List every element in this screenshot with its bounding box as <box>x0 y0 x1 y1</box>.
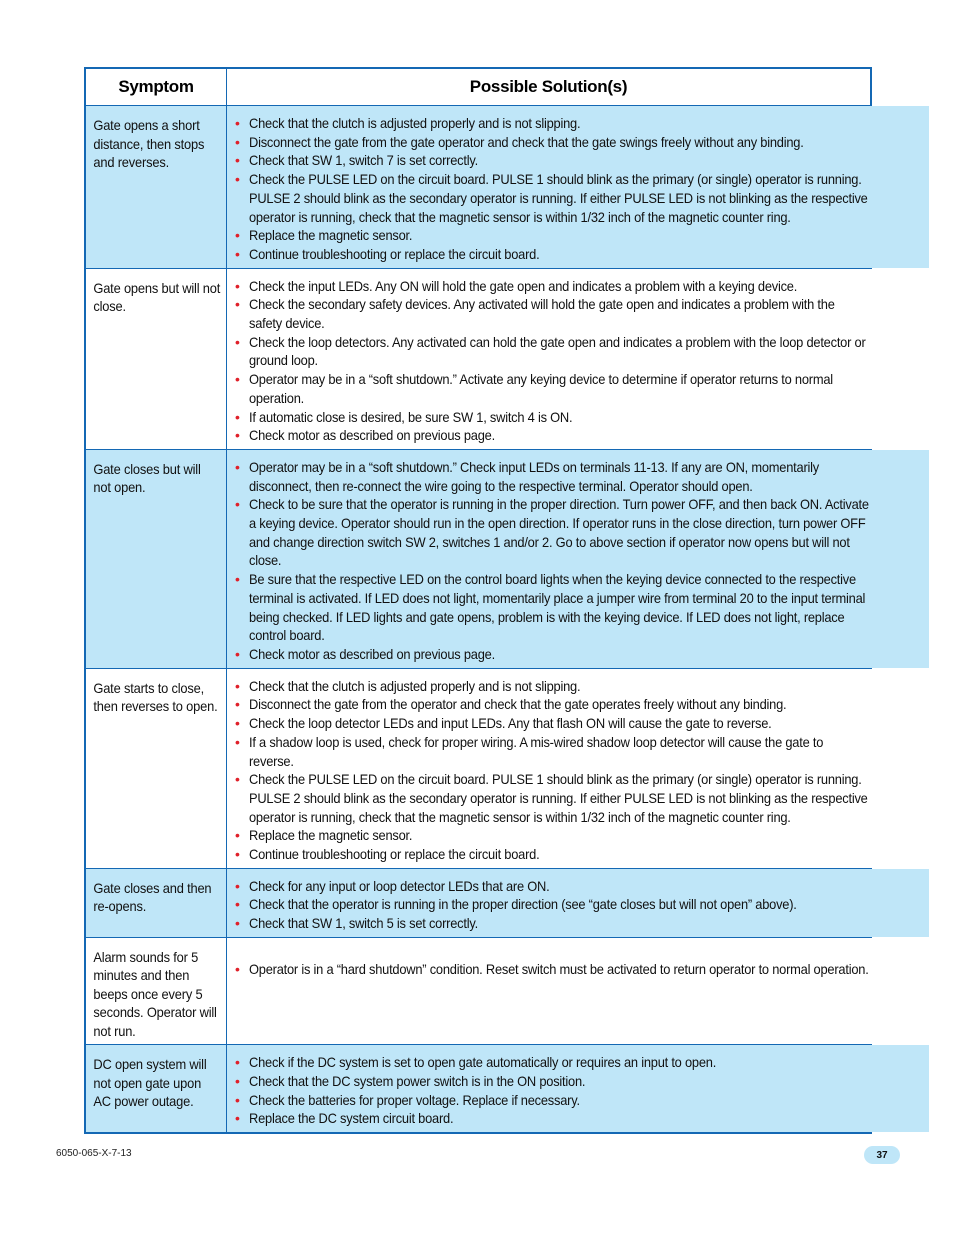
solution-text: Replace the magnetic sensor. <box>249 827 413 844</box>
solution-item <box>235 770 925 826</box>
solution-text: Check the input LEDs. Any ON will hold the gate open and indicates a problem with a keying device. <box>249 277 798 294</box>
document-code: 6050-065-X-7-13 <box>56 1148 132 1159</box>
solution-text: Check that the DC system power switch is in the ON position. <box>249 1073 586 1090</box>
solution-cell <box>227 269 929 449</box>
solution-list <box>227 1045 929 1132</box>
solution-item <box>235 1109 925 1128</box>
solution-list <box>227 269 929 449</box>
bullet-icon: • <box>235 677 240 694</box>
solution-text: Continue troubleshooting or replace the circuit board. <box>249 245 540 262</box>
solution-cell <box>227 669 929 868</box>
symptom-text: Gate closes but will not open. <box>93 460 201 496</box>
solution-cell <box>227 938 929 1045</box>
solution-text: Continue troubleshooting or replace the circuit board. <box>249 846 540 863</box>
solution-text: Disconnect the gate from the gate operator and check that the gate swings freely without any binding. <box>249 133 804 150</box>
solution-item <box>235 426 925 445</box>
bullet-icon: • <box>235 333 240 350</box>
bullet-icon: • <box>235 846 240 863</box>
solution-list <box>227 869 929 937</box>
solution-text: Operator may be in a “soft shutdown.” Check input LEDs on terminals 11-13. If any are ON, momentarily disconnect, then re-connect the wire going to the respective terminal. Operator should open. <box>249 458 819 494</box>
bullet-icon: • <box>235 296 240 313</box>
symptom-cell <box>86 450 227 668</box>
solution-item <box>235 877 925 896</box>
solution-text: Check that the clutch is adjusted properly and is not slipping. <box>249 115 581 131</box>
table-row <box>86 106 870 268</box>
symptom-text: Alarm sounds for 5 minutes and then beeps once every 5 seconds. Operator will not run. <box>93 948 217 1039</box>
solution-text: Operator is in a “hard shutdown” condition. Reset switch must be activated to return operator to normal operation. <box>249 960 869 977</box>
solution-list <box>227 450 929 668</box>
solution-item <box>235 277 925 296</box>
solution-item <box>235 960 925 979</box>
solution-item <box>235 333 925 370</box>
bullet-icon: • <box>235 458 240 475</box>
bullet-icon: • <box>235 152 240 169</box>
table-row <box>86 449 870 668</box>
solution-text: Check for any input or loop detector LEDs that are ON. <box>249 877 550 894</box>
solution-text: Check to be sure that the operator is running in the proper direction. Turn power OFF, and then back ON. Activate a keying device. Operator should run in the open direction. If operator runs in the close direction, turn power OFF and change direction switch SW 2, switches 1 and/or 2. Go to above section if operator now opens but will not close. <box>249 496 869 569</box>
solution-item <box>235 495 925 570</box>
solution-item <box>235 295 925 332</box>
solution-item <box>235 408 925 427</box>
bullet-icon: • <box>235 1091 240 1108</box>
table-row <box>86 868 870 937</box>
solution-cell <box>227 450 929 668</box>
solution-text: Replace the DC system circuit board. <box>249 1110 454 1127</box>
solution-text: Check motor as described on previous page. <box>249 645 495 662</box>
solution-text: If automatic close is desired, be sure SW 1, switch 4 is ON. <box>249 408 573 425</box>
bullet-icon: • <box>235 771 240 788</box>
symptom-text: Gate opens a short distance, then stops and reverses. <box>93 117 205 170</box>
table-row <box>86 1044 870 1132</box>
bullet-icon: • <box>235 733 240 750</box>
solution-text: Check the loop detectors. Any activated can hold the gate open and indicates a problem with the loop detector or ground loop. <box>249 333 866 369</box>
solution-item <box>235 1053 925 1072</box>
bullet-icon: • <box>235 427 240 444</box>
solution-item <box>235 895 925 914</box>
bullet-icon: • <box>235 245 240 262</box>
bullet-icon: • <box>235 133 240 150</box>
solution-item <box>235 226 925 245</box>
solution-item <box>235 133 925 152</box>
solution-text: Be sure that the respective LED on the control board lights when the keying device connected to the respective terminal is activated. If LED does not light, momentarily place a jumper wire from terminal 20 to the input terminal being checked. If LED lights and gate opens, problem is with the keying device. If LED does not light, replace control board. <box>249 571 866 644</box>
solution-text: Check the batteries for proper voltage. Replace if necessary. <box>249 1091 580 1108</box>
solution-cell <box>227 869 929 937</box>
solution-item <box>235 370 925 407</box>
header-symptom: Symptom <box>86 69 227 105</box>
solution-text: Check that SW 1, switch 5 is set correctly. <box>249 915 478 932</box>
symptom-text: Gate opens but will not close. <box>93 279 221 315</box>
bullet-icon: • <box>235 915 240 932</box>
symptom-text: DC open system will not open gate upon AC power outage. <box>93 1056 207 1110</box>
solution-item <box>235 170 925 226</box>
table-row <box>86 937 870 1045</box>
table-row <box>86 668 870 868</box>
solution-item <box>235 677 925 696</box>
bullet-icon: • <box>235 1054 240 1071</box>
bullet-icon: • <box>235 827 240 844</box>
solution-text: Check that the clutch is adjusted properly and is not slipping. <box>249 677 581 694</box>
symptom-cell <box>86 1045 227 1132</box>
bullet-icon: • <box>235 1110 240 1127</box>
bullet-icon: • <box>235 715 240 732</box>
solution-item <box>235 714 925 733</box>
bullet-icon: • <box>235 227 240 244</box>
bullet-icon: • <box>235 571 240 588</box>
solution-text: Check that the operator is running in the proper direction (see “gate closes but will not open” above). <box>249 896 797 913</box>
bullet-icon: • <box>235 896 240 913</box>
solution-item <box>235 733 925 770</box>
bullet-icon: • <box>235 171 240 188</box>
solution-item <box>235 645 925 664</box>
table-header <box>86 69 870 106</box>
solution-list <box>227 938 929 983</box>
solution-text: Check motor as described on previous page. <box>249 427 495 444</box>
bullet-icon: • <box>235 696 240 713</box>
solution-cell <box>227 106 929 268</box>
solution-item <box>235 826 925 845</box>
symptom-cell <box>86 938 227 1045</box>
troubleshooting-table <box>84 67 872 1134</box>
table-row <box>86 268 870 449</box>
solution-text: Check that SW 1, switch 7 is set correctly. <box>249 152 478 169</box>
symptom-cell <box>86 869 227 937</box>
solution-text: Check the secondary safety devices. Any activated will hold the gate open and indicates a problem with the safety device. <box>249 296 835 332</box>
solution-list <box>227 106 929 268</box>
header-solutions: Possible Solution(s) <box>227 69 870 105</box>
solution-list <box>227 669 929 868</box>
solution-text: Check the loop detector LEDs and input LEDs. Any that flash ON will cause the gate to reverse. <box>249 715 772 732</box>
solution-item <box>235 1072 925 1091</box>
solution-item <box>235 458 925 495</box>
bullet-icon: • <box>235 408 240 425</box>
solution-item <box>235 570 925 645</box>
solution-text: Operator may be in a “soft shutdown.” Activate any keying device to determine if operator returns to normal operation. <box>249 371 833 406</box>
solution-text: Replace the magnetic sensor. <box>249 227 413 244</box>
bullet-icon: • <box>235 115 240 131</box>
solution-item <box>235 695 925 714</box>
solution-item <box>235 1091 925 1110</box>
solution-item <box>235 245 925 264</box>
solution-text: Check the PULSE LED on the circuit board. PULSE 1 should blink as the primary (or single) operator is running. PULSE 2 should blink as the secondary operator is running. If either PULSE LED is not blinking as the respective operator is running, check that the magnetic sensor is within 1/32 inch of the magnetic counter ring. <box>249 771 868 825</box>
bullet-icon: • <box>235 277 240 294</box>
solution-item <box>235 845 925 864</box>
bullet-icon: • <box>235 496 240 513</box>
solution-item <box>235 914 925 933</box>
page-number-badge: 37 <box>864 1146 900 1164</box>
solution-cell <box>227 1045 929 1132</box>
symptom-cell <box>86 106 227 268</box>
solution-text: If a shadow loop is used, check for proper wiring. A mis-wired shadow loop detector will cause the gate to reverse. <box>249 733 824 769</box>
solution-text: Disconnect the gate from the operator and check that the gate operates freely without any binding. <box>249 696 787 713</box>
bullet-icon: • <box>235 645 240 662</box>
symptom-cell <box>86 269 227 449</box>
solution-text: Check if the DC system is set to open gate automatically or requires an input to open. <box>249 1054 717 1071</box>
bullet-icon: • <box>235 371 240 388</box>
solution-item <box>235 151 925 170</box>
solution-item <box>235 114 925 133</box>
symptom-cell <box>86 669 227 868</box>
symptom-text: Gate closes and then re-opens. <box>93 879 212 915</box>
bullet-icon: • <box>235 1073 240 1090</box>
solution-text: Check the PULSE LED on the circuit board. PULSE 1 should blink as the primary (or single) operator is running. PULSE 2 should blink as the secondary operator is running. If either PULSE LED is not blinking as the respective operator is running, check that the magnetic sensor is within 1/32 inch of the magnetic counter ring. <box>249 171 868 225</box>
symptom-text: Gate starts to close, then reverses to open. <box>93 679 218 715</box>
bullet-icon: • <box>235 877 240 894</box>
bullet-icon: • <box>235 960 240 977</box>
